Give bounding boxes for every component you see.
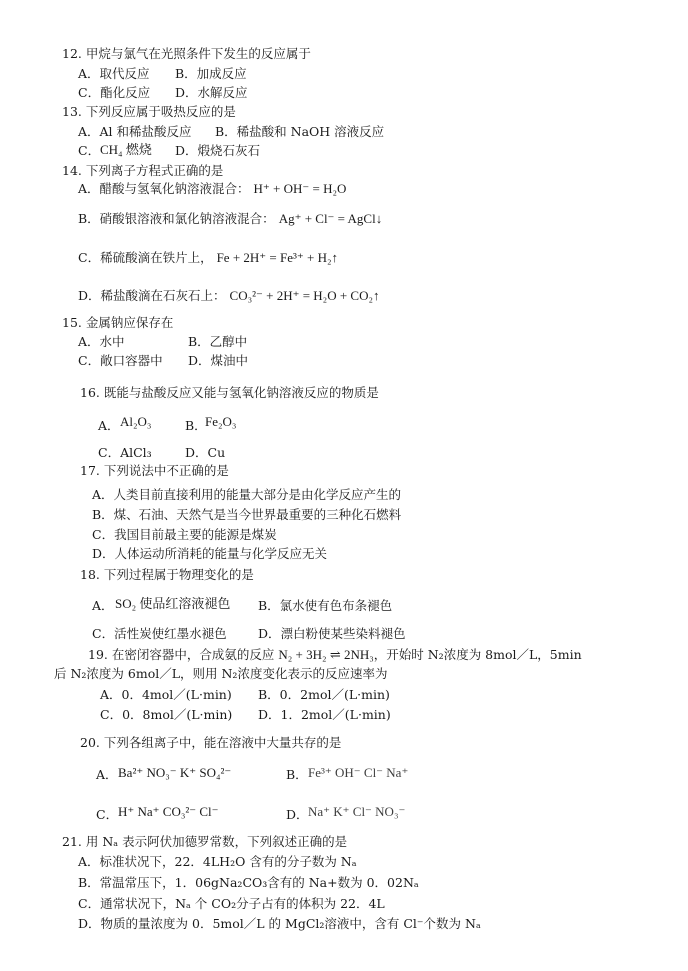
q16-option-b-formula: Fe₂O₃ <box>205 414 237 429</box>
q19-option-d: D．1．2mol／(L·min) <box>258 707 391 722</box>
q21-option-d: D．物质的量浓度为 0．5mol／L 的 MgCl₂溶液中，含有 Cl⁻个数为 Nₐ <box>78 916 481 931</box>
q15-stem: 15. 金属钠应保存在 <box>62 315 174 330</box>
q20-option-a-ions: Ba²⁺ NO₃⁻ K⁺ SO₄²⁻ <box>118 765 232 780</box>
q16-option-a-label: A． <box>98 418 120 433</box>
q15-option-a: A．水中 <box>78 334 125 349</box>
q21-option-c: C．通常状况下，Nₐ 个 CO₂分子占有的体积为 22．4L <box>78 896 385 911</box>
q16-option-d: D．Cu <box>185 445 226 460</box>
q17-option-a: A．人类目前直接利用的能量大部分是由化学反应产生的 <box>92 487 402 502</box>
q13-option-b: B．稀盐酸和 NaOH 溶液反应 <box>215 124 385 139</box>
q20-option-b-ions: Fe³⁺ OH⁻ Cl⁻ Na⁺ <box>308 765 409 780</box>
q19-stem: 19. 在密闭容器中，合成氨的反应 N₂ + 3H₂ ⇌ 2NH₃，开始时 N₂浓度为 8mol／L，5min <box>88 647 582 662</box>
q17-option-c: C．我国目前最主要的能源是煤炭 <box>92 527 277 542</box>
q20-option-d-label: D． <box>286 807 309 822</box>
q16-option-a-formula: Al₂O₃ <box>120 414 152 429</box>
q19-option-b: B．0．2mol／(L·min) <box>258 687 390 702</box>
q13-option-a: A．Al 和稀盐酸反应 <box>78 124 192 139</box>
q18-stem: 18. 下列过程属于物理变化的是 <box>80 567 254 582</box>
q18-option-b: B．氯水使有色布条褪色 <box>258 598 393 613</box>
q14-option-d: D．稀盐酸滴在石灰石上： CO₃²⁻ + 2H⁺ = H₂O + CO₂↑ <box>78 288 380 303</box>
q16-stem: 16. 既能与盐酸反应又能与氢氧化钠溶液反应的物质是 <box>80 385 379 400</box>
q20-option-c-label: C． <box>96 807 119 822</box>
q14-stem: 14. 下列离子方程式正确的是 <box>62 163 224 178</box>
q12-stem: 12. 甲烷与氯气在光照条件下发生的反应属于 <box>62 46 311 61</box>
q19-equation: N₂ + 3H₂ ⇌ 2NH₃ <box>278 647 374 662</box>
q13-option-c-formula: CH₄ 燃烧 <box>100 142 152 157</box>
q20-option-a-label: A． <box>96 767 118 782</box>
q21-option-a: A．标准状况下，22．4LH₂O 含有的分子数为 Nₐ <box>78 854 357 869</box>
q14-option-b-equation: Ag⁺ + Cl⁻ = AgCl↓ <box>278 211 383 226</box>
q12-option-d: D．水解反应 <box>175 85 248 100</box>
q12-option-c: C．酯化反应 <box>78 85 151 100</box>
q16-option-b-label: B． <box>185 418 207 433</box>
q20-option-d-ions: Na⁺ K⁺ Cl⁻ NO₃⁻ <box>308 804 406 819</box>
q18-option-c: C．活性炭使红墨水褪色 <box>92 626 227 641</box>
q16-option-c: C．AlCl₃ <box>98 445 152 460</box>
q12-option-b: B．加成反应 <box>175 66 247 81</box>
q15-option-c: C．敞口容器中 <box>78 353 163 368</box>
q15-option-b: B．乙醇中 <box>188 334 248 349</box>
q20-option-b-label: B． <box>286 767 308 782</box>
q21-stem: 21. 用 Nₐ 表示阿伏加德罗常数，下列叙述正确的是 <box>62 834 348 849</box>
q14-option-a: A．醋酸与氢氧化钠溶液混合： H⁺ + OH⁻ = H₂O <box>78 181 347 196</box>
q21-option-b: B．常温常压下，1．06gNa₂CO₃含有的 Na+数为 0．02Nₐ <box>78 875 419 890</box>
q17-stem: 17. 下列说法中不正确的是 <box>80 463 229 478</box>
q18-option-d: D．漂白粉使某些染料褪色 <box>258 626 406 641</box>
q12-option-a: A．取代反应 <box>78 66 150 81</box>
q17-option-b: B．煤、石油、天然气是当今世界最重要的三种化石燃料 <box>92 507 402 522</box>
q18-option-a-text: SO₂ 使品红溶液褪色 <box>115 596 231 611</box>
q18-option-a-label: A． <box>92 598 114 613</box>
q14-option-b: B．硝酸银溶液和氯化钠溶液混合： Ag⁺ + Cl⁻ = AgCl↓ <box>78 211 383 226</box>
q19-stem-continued: 后 N₂浓度为 6mol／L，则用 N₂浓度变化表示的反应速率为 <box>54 666 388 681</box>
q14-option-d-equation: CO₃²⁻ + 2H⁺ = H₂O + CO₂↑ <box>229 288 380 303</box>
q19-option-a: A．0．4mol／(L·min) <box>100 687 232 702</box>
q20-option-c-ions: H⁺ Na⁺ CO₃²⁻ Cl⁻ <box>118 804 219 819</box>
q15-option-d: D．煤油中 <box>188 353 249 368</box>
q19-option-c: C．0．8mol／(L·min) <box>100 707 233 722</box>
q14-option-a-equation: H⁺ + OH⁻ = H₂O <box>253 181 347 196</box>
q20-stem: 20. 下列各组离子中，能在溶液中大量共存的是 <box>80 735 342 750</box>
q17-option-d: D．人体运动所消耗的能量与化学反应无关 <box>92 546 328 561</box>
q14-option-c-equation: Fe + 2H⁺ = Fe³⁺ + H₂↑ <box>216 250 339 265</box>
q14-option-c: C．稀硫酸滴在铁片上， Fe + 2H⁺ = Fe³⁺ + H₂↑ <box>78 250 339 265</box>
q13-stem: 13. 下列反应属于吸热反应的是 <box>62 104 236 119</box>
q13-option-c-label: C． <box>78 143 101 158</box>
q13-option-d: D．煅烧石灰石 <box>175 143 261 158</box>
